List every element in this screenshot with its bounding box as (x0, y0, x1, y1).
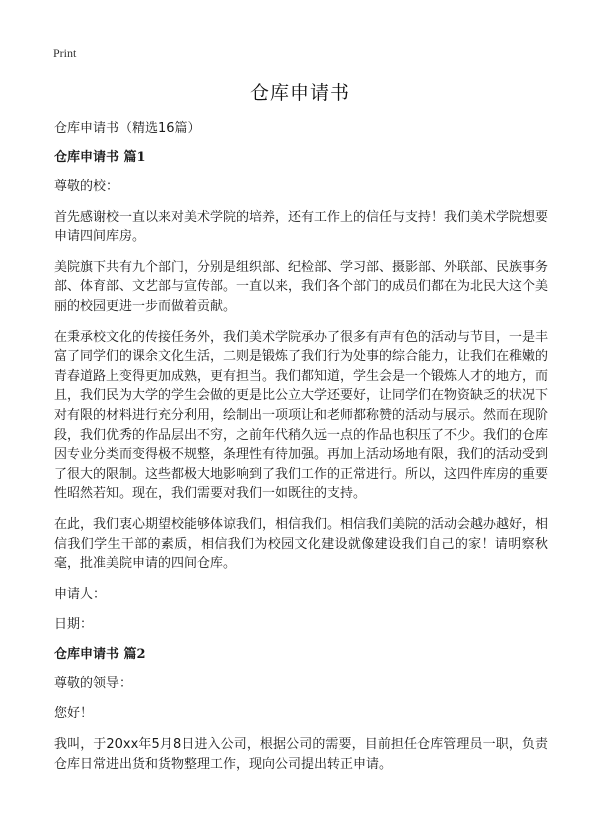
section-heading-1: 仓库申请书 篇1 (54, 150, 146, 165)
applicant-line: 申请人： (54, 586, 107, 602)
date-line: 日期： (54, 617, 94, 633)
page-title: 仓库申请书 (249, 82, 350, 104)
greeting: 您好！ (54, 706, 94, 722)
paragraph: 在此，我们衷心期望校能够体谅我们，相信我们。相信我们美院的活动会越办越好，相信我们学生干部的素质，相信我们为校园文化建设就像建设我们自己的家！请明察秋毫，批准美院申请的四间仓库。 (54, 516, 549, 572)
paragraph: 我叫，于20xx年5月8日进入公司，根据公司的需要，目前担任仓库管理员一职，负责仓库日常进出货和货物整理工作，现向公司提出转正申请。 (54, 737, 548, 772)
salutation: 尊敬的领导： (54, 675, 133, 691)
section-heading-2: 仓库申请书 篇2 (54, 646, 146, 662)
document-subtitle: 仓库申请书（精选16篇） (54, 121, 201, 136)
print-label: Print (53, 46, 77, 60)
paragraph: 首先感谢校一直以来对美术学院的培养，还有工作上的信任与支持！我们美术学院想要申请四间库房。 (54, 209, 549, 245)
document-body (54, 120, 548, 785)
paragraph: 在秉承校文化的传接任务外，我们美术学院承办了很多有声有色的活动与节目，一是丰富了同学们的课余文化生活，二则是锻炼了我们行为处事的综合能力，让我们在稚嫩的青春道路上变得更加成熟，更有担当。我们都知道，学生会是一个锻炼人才的地方，而且，我们民为大学的学生会做的更是比公立大学还要好，让同学们在物资缺乏的状况下对有限的材料进行充分利用，绘制出一项项让和老师都称赞的活动与展示。然而在现阶段，我们优秀的作品层出不穷，之前年代稍久远一点的作品也积压了不少。我们的仓库因专业分类而变得极不规整，条理性有待加强。再加上活动场地有限，我们的活动受到了很大的限制。这些都极大地影响到了我们工作的正常进行。所以，这四件库房的重要性昭然若知。现在，我们需要对我们一如既往的支持。 (54, 329, 549, 502)
paragraph: 美院旗下共有九个部门，分别是组织部、纪检部、学习部、摄影部、外联部、民族事务部、体育部、文艺部与宣传部。一直以来，我们各个部门的成员们都在为北民大这个美丽的校园更进一步而做着贡献。 (54, 259, 549, 314)
salutation: 尊敬的校： (54, 179, 120, 194)
